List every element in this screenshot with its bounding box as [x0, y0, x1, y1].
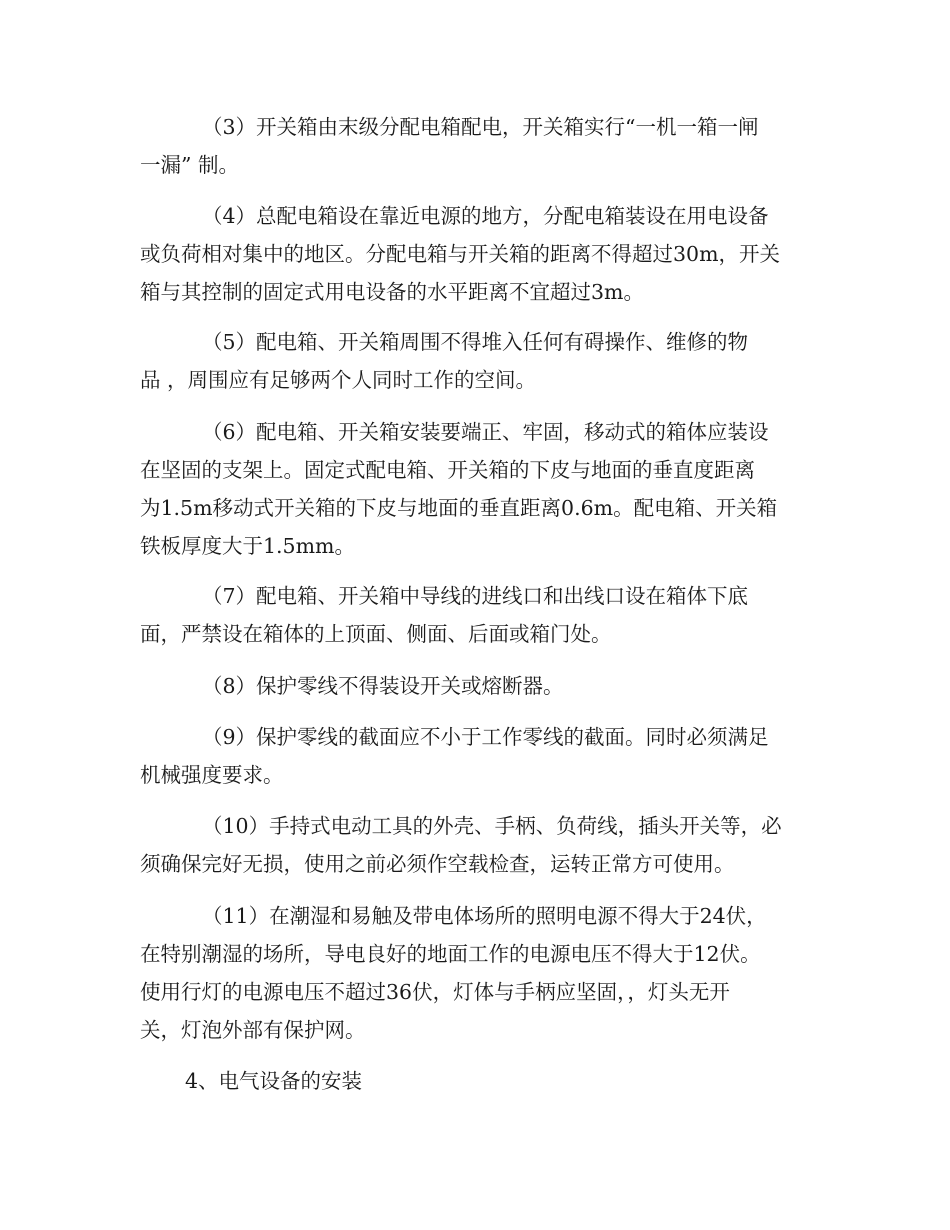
- paragraph-line: （8）保护零线不得装设开关或熔断器。: [202, 674, 564, 698]
- paragraph-line: 为1.5m移动式开关箱的下皮与地面的垂直距离0.6m。配电箱、开关箱: [140, 496, 778, 520]
- paragraph-line: 须确保完好无损，使用之前必须作空载检查，运转正常方可使用。: [140, 852, 735, 876]
- paragraph-line: （11）在潮湿和易触及带电体场所的照明电源不得大于24伏，: [202, 904, 767, 928]
- paragraph-line: （10）手持式电动工具的外壳、手柄、负荷线，插头开关等，必: [202, 814, 782, 838]
- section-heading: 4、电气设备的安装: [185, 1069, 363, 1093]
- paragraph-line: 机械强度要求。: [140, 763, 284, 787]
- paragraph-line: （3）开关箱由末级分配电箱配电，开关箱实行“一机一箱一闸: [202, 115, 759, 139]
- paragraph-line: 在坚固的支架上。固定式配电箱、开关箱的下皮与地面的垂直度距离: [140, 458, 755, 482]
- paragraph-line: 面，严禁设在箱体的上顶面、侧面、后面或箱门处。: [140, 622, 612, 646]
- paragraph-line: 品 ，周围应有足够两个人同时工作的空间。: [140, 368, 537, 392]
- paragraph-line: （6）配电箱、开关箱安装要端正、牢固，移动式的箱体应装设: [202, 420, 769, 444]
- paragraph-line: 在特别潮湿的场所，导电良好的地面工作的电源电压不得大于12伏。: [140, 942, 761, 966]
- paragraph-line: 箱与其控制的固定式用电设备的水平距离不宜超过3m。: [140, 280, 644, 304]
- paragraph-line: （4）总配电箱设在靠近电源的地方，分配电箱装设在用电设备: [202, 204, 769, 228]
- paragraph-line: 使用行灯的电源电压不超过36伏，灯体与手柄应坚固，，灯头无开: [140, 980, 730, 1004]
- paragraph-line: 铁板厚度大于1.5mm。: [140, 534, 355, 558]
- paragraph-line: （5）配电箱、开关箱周围不得堆入任何有碍操作、维修的物: [202, 330, 749, 354]
- paragraph-line: 关，灯泡外部有保护网。: [140, 1018, 366, 1042]
- paragraph-line: （7）配电箱、开关箱中导线的进线口和出线口设在箱体下底: [202, 584, 749, 608]
- paragraph-line: 一漏” 制。: [140, 153, 239, 177]
- paragraph-line: （9）保护零线的截面应不小于工作零线的截面。同时必须满足: [202, 725, 769, 749]
- paragraph-line: 或负荷相对集中的地区。分配电箱与开关箱的距离不得超过30m，开关: [140, 242, 781, 266]
